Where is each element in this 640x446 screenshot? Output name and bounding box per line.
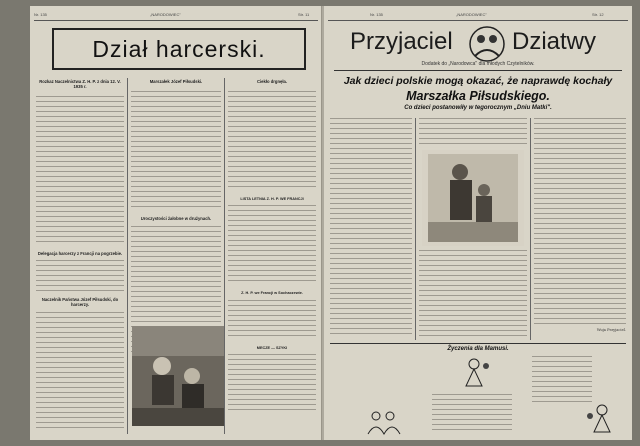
poem-stanza-1 [432, 394, 512, 436]
children-group-illustration-icon [364, 408, 404, 436]
headline-marshal: Marszałka Piłsudskiego. [406, 89, 550, 103]
headline-subtitle: Co dzieci postanowiły w tegorocznym „Dniu Matki". [404, 105, 552, 111]
header-rule [328, 20, 628, 21]
column-divider [127, 78, 128, 434]
right-col2-bottom-text [419, 250, 527, 338]
right-col3-text [534, 118, 626, 328]
col3-heading-zhp: Z. H. P. we Francji w Sochaczewie. [241, 291, 303, 296]
col3-zhp-text [228, 300, 316, 340]
poem-title: Życzenia dla Mamusi. [447, 346, 509, 352]
col1-heading-naczelnik: Naczelnik Państwa Józef Piłsudski, do harcerzy. [41, 297, 119, 308]
col1-article-text [36, 96, 124, 246]
right-page-number-right: Str. 12 [592, 12, 604, 17]
poem-stanza-2-text [532, 356, 592, 404]
col3-list-text [228, 205, 316, 285]
left-page-running-title: „NARODOWIEC" [150, 12, 181, 17]
column-divider [224, 78, 225, 434]
col1-delegation-text [36, 260, 124, 292]
left-masthead-title: Dział harcerski. [92, 35, 266, 62]
left-newspaper-page [30, 6, 322, 440]
right-column-2-top [419, 118, 527, 148]
child-with-bouquet-icon [584, 402, 620, 434]
scouts-photo [132, 326, 224, 426]
left-column-1 [36, 78, 124, 436]
col2-heading-mourning: Uroczystości żałobne w drużynach. [140, 215, 212, 221]
children-emblem-icon [466, 24, 508, 64]
right-column-3 [534, 118, 626, 340]
left-page-number: Nr. 135 [34, 12, 47, 17]
col3-heading-list: LISTA LETNIA Z. H. P. WE FRANCJI [240, 196, 304, 201]
girl-with-flowers-icon [454, 356, 494, 390]
right-col1-text [330, 118, 412, 338]
pilsudski-photo-image [422, 150, 524, 246]
column-divider [530, 118, 531, 340]
left-page-number-right: Str. 11 [298, 12, 310, 17]
masthead-subtitle: Dodatek do „Narodowca" dla młodych Czytelników. [421, 61, 535, 67]
col1-naczelnik-text [36, 312, 124, 432]
col1-title: Rozkaz Naczelnictwa Z. H. P. z dnia 12. V. 1935 r. [39, 79, 121, 89]
col2-article-text [131, 91, 221, 211]
masthead-rule [334, 70, 622, 71]
col1-heading-delegation: Delegacja harcerzy z Francji na pogrzebie. [37, 250, 123, 256]
masthead-word-dziatwy: Dziatwy [512, 28, 597, 55]
scouts-photo-image [132, 326, 224, 426]
left-column-3 [228, 78, 316, 436]
headline-main: Jak dzieci polskie mogą okazać, że naprawdę kochały [343, 75, 613, 87]
right-page-number: Nr. 135 [370, 12, 383, 17]
right-column-1 [330, 118, 412, 340]
right-page-running-title: „NARODOWIEC" [456, 12, 487, 17]
poem-section-rule [330, 343, 626, 344]
pilsudski-children-photo [422, 150, 524, 246]
right-col3-signature: Wuja Przyjaciel. [596, 328, 626, 332]
col2-title: Marszałek Józef Piłsudski. [149, 79, 203, 84]
column-divider [415, 118, 416, 340]
col3-mecze-text [228, 354, 316, 414]
header-rule [34, 20, 318, 21]
col3-article-text [228, 91, 316, 191]
right-col2-top-text [419, 118, 527, 146]
col3-heading-mecze: MECZE — SZYKI [256, 345, 288, 350]
col3-title: Ciekło drgnęła. [256, 79, 288, 84]
left-masthead-box [52, 28, 306, 70]
right-column-2-bottom [419, 250, 527, 340]
poem-stanza-2 [532, 356, 592, 406]
right-newspaper-page [324, 6, 632, 440]
masthead-word-przyjaciel: Przyjaciel [350, 28, 453, 55]
poem-stanza-1-text [432, 394, 512, 434]
